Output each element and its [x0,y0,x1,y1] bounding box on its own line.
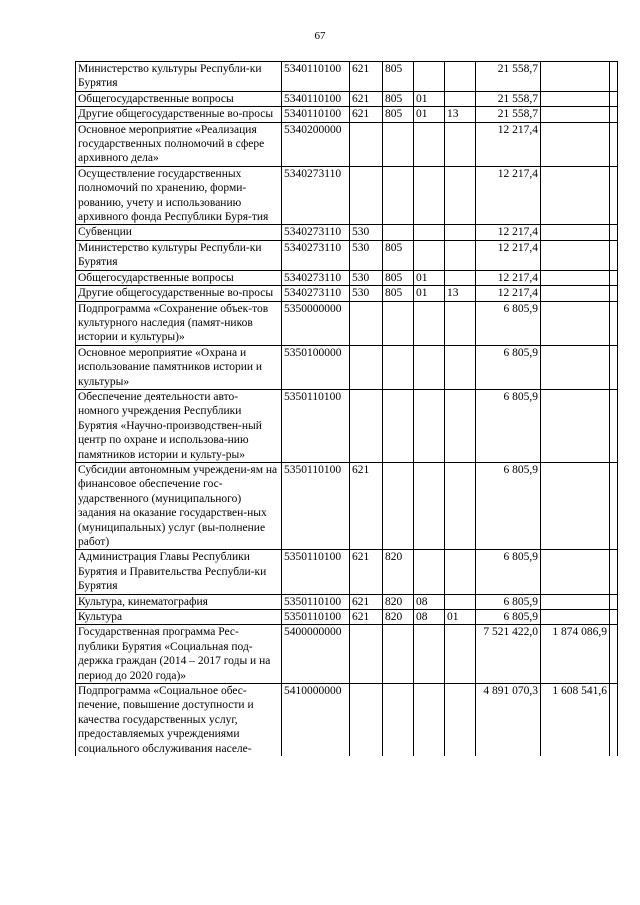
expense-type-code: 621 [350,610,383,625]
budget-table [75,61,618,756]
spacer-cell [610,594,618,609]
target-article-code: 5350110100 [282,389,350,462]
amount-2 [541,594,610,609]
target-article-code: 5340273110 [282,225,350,240]
row-name: Субвенции [76,225,282,240]
section-code [414,625,445,684]
spacer-cell [610,345,618,389]
amount-2 [541,270,610,285]
table-row [76,301,618,345]
table-row [76,462,618,549]
section-code [414,345,445,389]
administrator-code [383,625,414,684]
section-code: 08 [414,610,445,625]
amount-1: 21 558,7 [476,91,541,106]
table-row [76,550,618,594]
spacer-cell [610,225,618,240]
subsection-code [445,62,476,92]
amount-1: 6 805,9 [476,389,541,462]
row-name: Общегосударственные вопросы [76,270,282,285]
expense-type-code: 530 [350,270,383,285]
expense-type-code [350,166,383,225]
expense-type-code [350,684,383,757]
target-article-code: 5350110100 [282,550,350,594]
spacer-cell [610,122,618,166]
row-name: Другие общегосударственные во-просы [76,286,282,301]
target-article-code: 5340110100 [282,91,350,106]
table-row [76,166,618,225]
spacer-cell [610,610,618,625]
table-row [76,684,618,757]
target-article-code: 5340200000 [282,122,350,166]
table-row [76,345,618,389]
amount-1: 6 805,9 [476,462,541,549]
section-code [414,389,445,462]
expense-type-code: 621 [350,594,383,609]
amount-2 [541,166,610,225]
subsection-code [445,684,476,757]
subsection-code [445,225,476,240]
expense-type-code: 621 [350,462,383,549]
section-code: 01 [414,286,445,301]
amount-1: 12 217,4 [476,166,541,225]
spacer-cell [610,684,618,757]
section-code: 01 [414,107,445,122]
target-article-code: 5340273110 [282,270,350,285]
administrator-code [383,389,414,462]
amount-2 [541,240,610,270]
target-article-code: 5350000000 [282,301,350,345]
target-article-code: 5340273110 [282,166,350,225]
administrator-code: 820 [383,550,414,594]
table-row [76,62,618,92]
row-name: Государственная программа Рес-публики Бурятия «Социальная под-держка граждан (2014 – 2017 годы и на период до 2020 года)» [76,625,282,684]
expense-type-code: 530 [350,286,383,301]
amount-2 [541,301,610,345]
amount-2 [541,389,610,462]
subsection-code [445,594,476,609]
amount-2 [541,345,610,389]
table-row [76,594,618,609]
section-code [414,684,445,757]
expense-type-code [350,625,383,684]
administrator-code [383,345,414,389]
section-code [414,301,445,345]
subsection-code [445,550,476,594]
target-article-code: 5350110100 [282,610,350,625]
spacer-cell [610,240,618,270]
target-article-code: 5400000000 [282,625,350,684]
section-code [414,225,445,240]
amount-1: 6 805,9 [476,301,541,345]
amount-2 [541,91,610,106]
target-article-code: 5340110100 [282,107,350,122]
administrator-code [383,122,414,166]
expense-type-code: 621 [350,91,383,106]
expense-type-code: 621 [350,550,383,594]
row-name: Подпрограмма «Сохранение объек-тов культурного наследия (памят-ников истории и культуры)» [76,301,282,345]
amount-2 [541,286,610,301]
section-code: 08 [414,594,445,609]
table-row [76,107,618,122]
row-name: Министерство культуры Республи-ки Бурятия [76,240,282,270]
expense-type-code [350,345,383,389]
administrator-code [383,301,414,345]
section-code [414,240,445,270]
spacer-cell [610,625,618,684]
spacer-cell [610,62,618,92]
table-row [76,225,618,240]
subsection-code: 13 [445,107,476,122]
amount-2 [541,462,610,549]
administrator-code: 805 [383,62,414,92]
amount-2: 1 608 541,6 [541,684,610,757]
table-row [76,122,618,166]
amount-1: 4 891 070,3 [476,684,541,757]
target-article-code: 5410000000 [282,684,350,757]
expense-type-code [350,122,383,166]
subsection-code [445,301,476,345]
section-code [414,122,445,166]
table-row [76,240,618,270]
row-name: Культура, кинематография [76,594,282,609]
amount-1: 21 558,7 [476,62,541,92]
amount-1: 12 217,4 [476,270,541,285]
administrator-code [383,166,414,225]
amount-1: 6 805,9 [476,550,541,594]
target-article-code: 5350110100 [282,462,350,549]
subsection-code [445,462,476,549]
table-row [76,610,618,625]
amount-1: 12 217,4 [476,240,541,270]
subsection-code: 13 [445,286,476,301]
spacer-cell [610,107,618,122]
target-article-code: 5350110100 [282,594,350,609]
subsection-code [445,240,476,270]
amount-2 [541,122,610,166]
administrator-code: 805 [383,91,414,106]
amount-2 [541,225,610,240]
expense-type-code [350,301,383,345]
table-row [76,625,618,684]
subsection-code [445,270,476,285]
table-row [76,270,618,285]
target-article-code: 5340273110 [282,240,350,270]
section-code: 01 [414,91,445,106]
row-name: Общегосударственные вопросы [76,91,282,106]
spacer-cell [610,91,618,106]
spacer-cell [610,389,618,462]
section-code: 01 [414,270,445,285]
table-row [76,91,618,106]
expense-type-code: 621 [350,107,383,122]
row-name: Культура [76,610,282,625]
row-name: Обеспечение деятельности авто-номного учреждения Республики Бурятия «Научно-производствен-ный центр по охране и использова-нию памятников истории и культу-ры» [76,389,282,462]
amount-1: 12 217,4 [476,286,541,301]
amount-2 [541,107,610,122]
spacer-cell [610,286,618,301]
subsection-code [445,122,476,166]
amount-1: 21 558,7 [476,107,541,122]
amount-1: 6 805,9 [476,594,541,609]
page-number: 67 [314,30,326,42]
expense-type-code: 621 [350,62,383,92]
administrator-code: 820 [383,594,414,609]
row-name: Министерство культуры Республи-ки Бурятия [76,62,282,92]
amount-1: 7 521 422,0 [476,625,541,684]
amount-1: 6 805,9 [476,610,541,625]
amount-2 [541,610,610,625]
administrator-code [383,462,414,549]
administrator-code: 820 [383,610,414,625]
subsection-code [445,625,476,684]
spacer-cell [610,270,618,285]
subsection-code: 01 [445,610,476,625]
row-name: Осуществление государственных полномочий по хранению, форми-рованию, учету и использованию архивного фонда Республики Буря-тия [76,166,282,225]
row-name: Администрация Главы Республики Бурятия и Правительства Республи-ки Бурятия [76,550,282,594]
target-article-code: 5350100000 [282,345,350,389]
administrator-code: 805 [383,286,414,301]
row-name: Подпрограмма «Социальное обес-печение, повышение доступности и качества государственных услуг, предоставляемых учреждениями социального обслуживания населе- [76,684,282,757]
subsection-code [445,345,476,389]
amount-1: 12 217,4 [476,225,541,240]
subsection-code [445,389,476,462]
administrator-code [383,225,414,240]
subsection-code [445,91,476,106]
row-name: Основное мероприятие «Реализация государственных полномочий в сфере архивного дела» [76,122,282,166]
amount-2: 1 874 086,9 [541,625,610,684]
spacer-cell [610,301,618,345]
expense-type-code [350,389,383,462]
row-name: Субсидии автономным учреждени-ям на финансовое обеспечение гос-ударственного (муниципального) задания на оказание государствен-ных (муниципальных) услуг (вы-полнение работ) [76,462,282,549]
amount-1: 6 805,9 [476,345,541,389]
section-code [414,62,445,92]
row-name: Другие общегосударственные во-просы [76,107,282,122]
target-article-code: 5340110100 [282,62,350,92]
table-row [76,286,618,301]
target-article-code: 5340273110 [282,286,350,301]
expense-type-code: 530 [350,240,383,270]
row-name: Основное мероприятие «Охрана и использование памятников истории и культуры» [76,345,282,389]
amount-2 [541,550,610,594]
administrator-code: 805 [383,270,414,285]
expense-type-code: 530 [350,225,383,240]
table-row [76,389,618,462]
amount-1: 12 217,4 [476,122,541,166]
administrator-code: 805 [383,107,414,122]
spacer-cell [610,462,618,549]
amount-2 [541,62,610,92]
administrator-code [383,684,414,757]
administrator-code: 805 [383,240,414,270]
spacer-cell [610,166,618,225]
section-code [414,166,445,225]
subsection-code [445,166,476,225]
section-code [414,550,445,594]
spacer-cell [610,550,618,594]
section-code [414,462,445,549]
